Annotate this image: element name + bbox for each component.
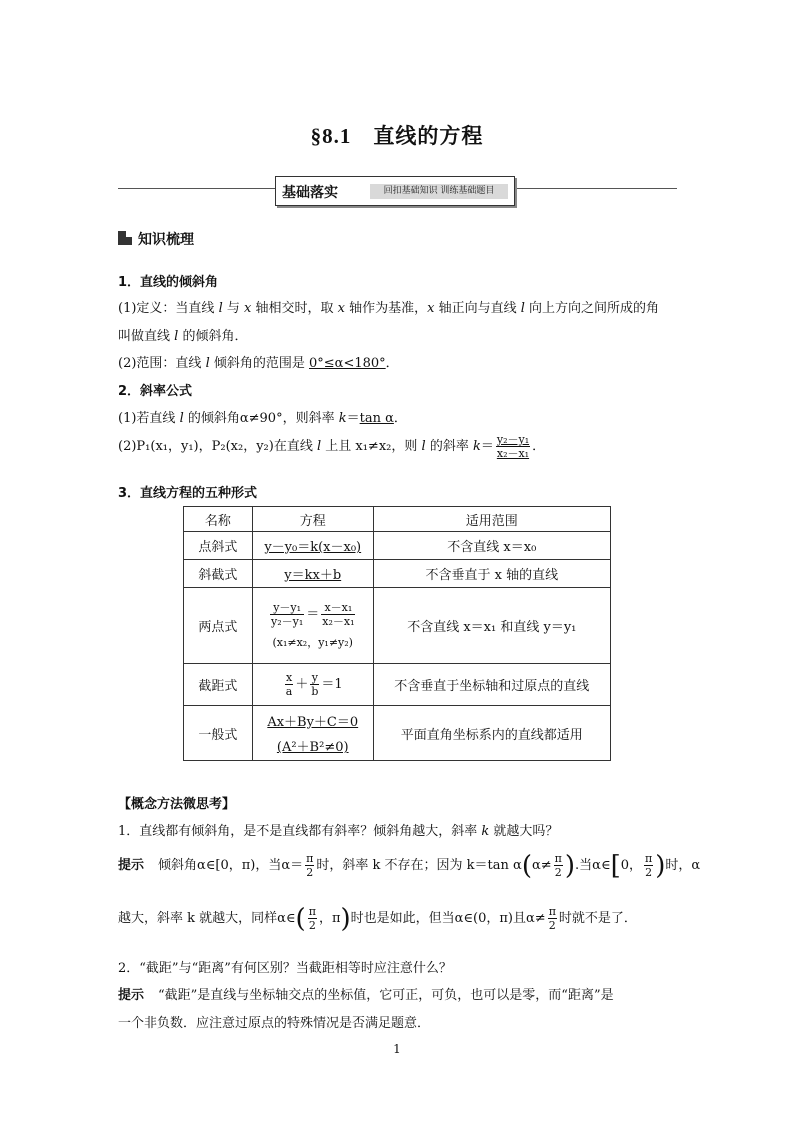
table-header: 适用范围 bbox=[373, 507, 610, 532]
section-square-icon bbox=[118, 231, 132, 245]
heading-1: 1．直线的倾斜角 bbox=[118, 275, 219, 290]
range-line: (2)范围：直线 l 倾斜角的范围是 0°≤α<180°． bbox=[118, 356, 399, 371]
banner-main-label: 基础落实 bbox=[282, 185, 338, 201]
table-header: 名称 bbox=[184, 507, 253, 532]
answer-1-line-2: 越大，斜率 k 就越大，同样α∈( $\frac{\pi}{2}$ ，π)时也是如此，但当α∈(0，π)且α≠ $\frac{\pi}{2}$ 时就不是了． bbox=[118, 903, 637, 934]
section-title: 知识梳理 bbox=[138, 232, 194, 248]
slope-answer: tan α bbox=[359, 411, 394, 426]
heading-2: 2．斜率公式 bbox=[118, 384, 193, 399]
slope-line-1: (1)若直线 l 的倾斜角α≠90°，则斜率 k＝tan α． bbox=[118, 411, 407, 426]
hint-label: 提示 bbox=[118, 858, 145, 873]
table-row: 截距式 $\frac{x}{a}$ ＋ $\frac{y}{b}$ ＝1 不含垂直于坐标轴和过原点的直线 bbox=[184, 664, 611, 706]
table-row: 两点式 $\frac{\text{y－y₁}}{\text{y₂－y₁}}$ ＝ $\frac{\text{x－x₁}}{\text{x₂－x₁}}$ (x₁≠x₂，y₁≠y₂) 不含直线 x＝x₁ 和直线 y＝y₁ bbox=[184, 588, 611, 664]
definition-line-1: (1)定义：当直线 l 与 x 轴相交时，取 x 轴作为基准，x 轴正向与直线 l 向上方向之间所成的角 bbox=[118, 301, 660, 316]
answer-1-line-1: 提示 倾斜角α∈[0，π)，当α＝ $\frac{\pi}{2}$ 时，斜率 k 不存在；因为 k＝tan α(α≠ $\frac{\pi}{2}$ ).当α∈[0， $\frac{\pi}{2}$ )时，α bbox=[118, 850, 701, 881]
banner-right-rule bbox=[517, 188, 677, 189]
table-header-row bbox=[184, 507, 611, 532]
page-title: §8.1 直线的方程 bbox=[310, 124, 484, 148]
answer-2-line-2: 一个非负数．应注意过原点的特殊情况是否满足题意． bbox=[118, 1016, 431, 1031]
table-row: 斜截式 y＝kx＋b 不含垂直于 x 轴的直线 bbox=[184, 560, 611, 588]
hint-label: 提示 bbox=[118, 988, 145, 1003]
line-equation-table bbox=[183, 506, 611, 761]
banner-left-rule bbox=[118, 188, 275, 189]
question-2: 2．“截距”与“距离”有何区别？当截距相等时应注意什么？ bbox=[118, 961, 452, 976]
table-header: 方程 bbox=[252, 507, 373, 532]
definition-line-2: 叫做直线 l 的倾斜角． bbox=[118, 329, 248, 344]
page-number: 1 bbox=[393, 1042, 401, 1056]
slope-line-2: (2)P₁(x₁，y₁)，P₂(x₂，y₂)在直线 l 上且 x₁≠x₂，则 l 的斜率 k＝ $\frac{\text{y₂－y₁}}{\text{x₂－x₁}}$ ． bbox=[118, 433, 546, 460]
table-row: 一般式 Ax＋By＋C＝0 (A²＋B²≠0) 平面直角坐标系内的直线都适用 bbox=[184, 706, 611, 761]
range-answer: 0°≤α<180° bbox=[309, 356, 386, 371]
section-banner bbox=[275, 176, 515, 206]
question-1: 1．直线都有倾斜角，是不是直线都有斜率？倾斜角越大，斜率 k 就越大吗？ bbox=[118, 824, 559, 839]
banner-sub-label: 回扣基础知识 训练基础题目 bbox=[370, 184, 508, 199]
table-row: 点斜式 y－y₀＝k(x－x₀) 不含直线 x＝x₀ bbox=[184, 532, 611, 560]
think-title: 【概念方法微思考】 bbox=[118, 797, 236, 812]
answer-2-line-1: 提示 “截距”是直线与坐标轴交点的坐标值，它可正，可负，也可以是零，而“距离”是 bbox=[118, 988, 614, 1003]
heading-3: 3．直线方程的五种形式 bbox=[118, 486, 258, 501]
slope-fraction: $\frac{\text{y₂－y₁}}{\text{x₂－x₁}}$ bbox=[496, 433, 530, 460]
